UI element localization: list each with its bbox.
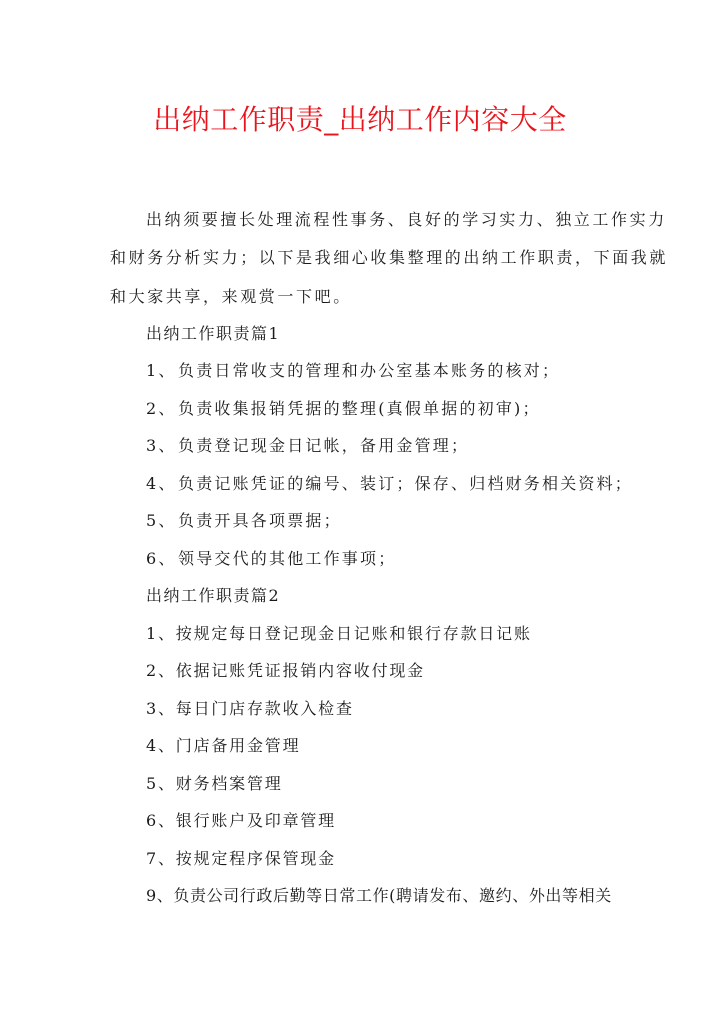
item-text: 负责日常收支的管理和办公室基本账务的核对；: [178, 361, 561, 380]
item-text: 负责登记现金日记帐，备用金管理；: [178, 436, 470, 455]
item-number: 3、: [146, 436, 177, 455]
list-item: 7、按规定程序保管现金: [146, 849, 336, 868]
intro-line: 和财务分析实力；以下是我细心收集整理的出纳工作职责，下面我就: [110, 248, 669, 267]
list-item: [146, 509, 342, 533]
list-item: 9、负责公司行政后勤等日常工作(聘请发布、邀约、外出等相关: [146, 886, 612, 905]
item-text: 负责收集报销凭据的整理(真假单据的初审)；: [178, 399, 541, 418]
item-number: 5、: [146, 511, 177, 530]
list-item: [146, 359, 560, 383]
list-item: 2、依据记账凭证报销内容收付现金: [146, 661, 425, 680]
list-item: [146, 397, 541, 421]
intro-line: 和大家共享，来观赏一下吧。: [110, 287, 352, 306]
list-item: [146, 434, 469, 458]
page-title: 出纳工作职责_出纳工作内容大全: [153, 103, 567, 136]
list-item: 5、财务档案管理: [146, 774, 283, 793]
list-item: 4、门店备用金管理: [146, 736, 301, 755]
list-item: 3、每日门店存款收入检查: [146, 699, 354, 718]
item-number: 2、: [146, 399, 177, 418]
item-number: 4、: [146, 474, 177, 493]
section-heading: 出纳工作职责篇2: [146, 586, 281, 605]
item-text: 负责记账凭证的编号、装订；保存、归档财务相关资料；: [178, 474, 634, 493]
item-text: 领导交代的其他工作事项；: [178, 549, 397, 568]
item-number: 6、: [146, 549, 177, 568]
list-item: 6、银行账户及印章管理: [146, 811, 336, 830]
intro-line: 出纳须要擅长处理流程性事务、良好的学习实力、独立工作实力: [146, 210, 667, 229]
list-item: 1、按规定每日登记现金日记账和银行存款日记账: [146, 624, 532, 643]
item-text: 负责开具各项票据；: [178, 511, 342, 530]
list-item: [146, 547, 396, 571]
list-item: [146, 472, 633, 496]
item-number: 1、: [146, 361, 177, 380]
section-heading: 出纳工作职责篇1: [146, 324, 281, 343]
